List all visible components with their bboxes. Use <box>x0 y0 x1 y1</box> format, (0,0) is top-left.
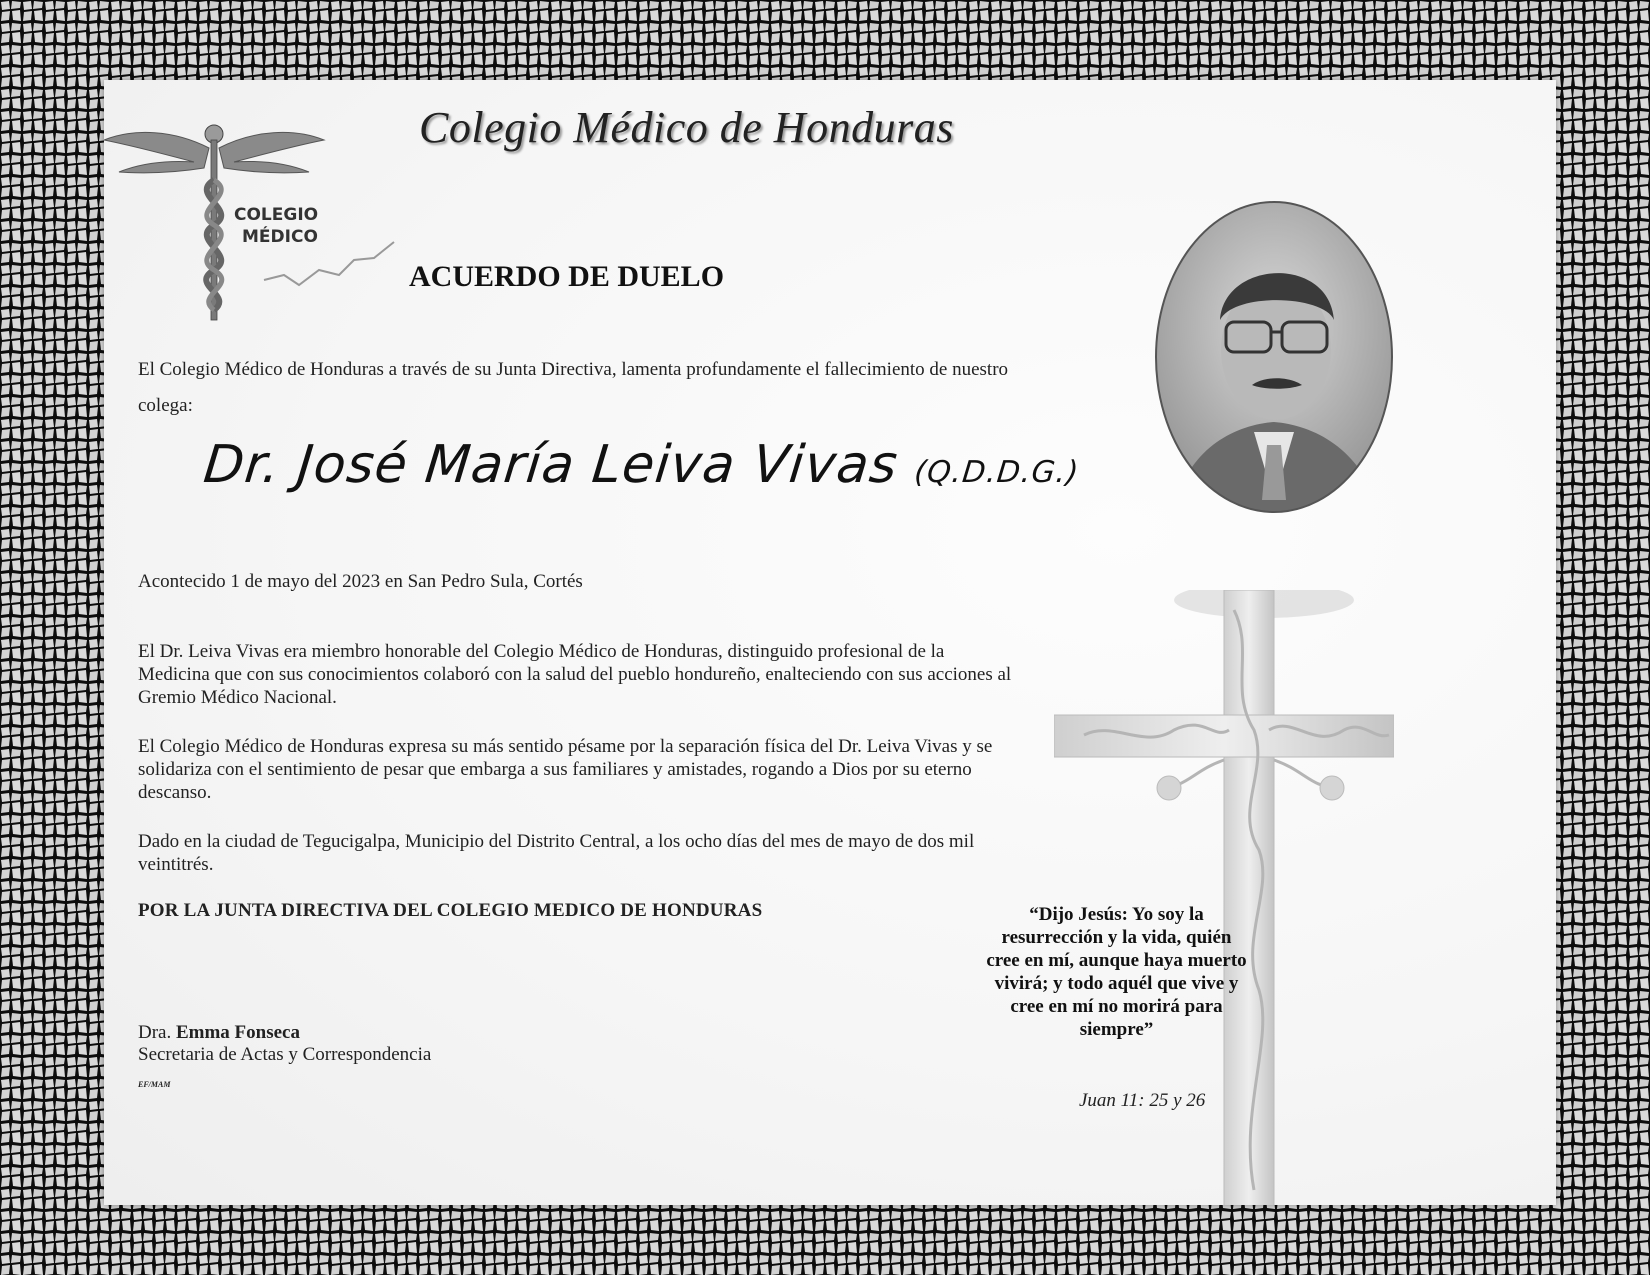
paragraph-3: Dado en la ciudad de Tegucigalpa, Municipio del Distrito Central, a los ocho días del mes de mayo de dos mil veintitrés. <box>138 831 975 875</box>
deceased-name-line <box>201 435 1083 495</box>
paragraph-1: El Dr. Leiva Vivas era miembro honorable del Colegio Médico de Honduras, distinguido profesional de la Medicina que con sus conocimientos colaboró con la salud del pueblo hondureño, enalteciendo con sus acciones al Gremio Médico Nacional. <box>138 641 1012 708</box>
signatory-title: Secretaria de Actas y Correspondencia <box>138 1044 432 1065</box>
certificate-paper <box>104 80 1556 1205</box>
deceased-portrait <box>1154 200 1394 514</box>
signatory-name <box>138 1022 300 1044</box>
board-signature-line: POR LA JUNTA DIRECTIVA DEL COLEGIO MEDICO DE HONDURAS <box>138 900 763 921</box>
paragraph-2: El Colegio Médico de Honduras expresa su más sentido pésame por la separación física del Dr. Leiva Vivas y se solidariza con el sentimiento de pesar que embarga a sus familiares y amistades, rogando a Dios por su eterno descanso. <box>138 736 993 803</box>
deceased-suffix: (Q.D.D.G.) <box>912 455 1081 490</box>
document-title: ACUERDO DE DUELO <box>409 260 725 293</box>
signatory-prefix: Dra. <box>138 1022 172 1043</box>
institution-title: Colegio Médico de Honduras <box>419 103 954 152</box>
signatory-name-text: Emma Fonseca <box>175 1022 300 1043</box>
reference-initials: EF/MAM <box>138 1080 171 1089</box>
deceased-name: Dr. José María Leiva Vivas <box>200 435 901 495</box>
bible-citation: Juan 11: 25 y 26 <box>1079 1090 1206 1111</box>
logo-text-line1: COLEGIO <box>234 205 319 225</box>
intro-text: El Colegio Médico de Honduras a través de su Junta Directiva, lamenta profundamente el fallecimiento de nuestro colega: <box>138 359 1009 416</box>
logo-text-line2: MÉDICO <box>242 227 318 247</box>
bible-quote: “Dijo Jesús: Yo soy la resurrección y la vida, quién cree en mí, aunque haya muerto vivirá; y todo aquél que vive y cree en mí no morirá para siempre” <box>986 904 1247 1040</box>
date-location: Acontecido 1 de mayo del 2023 en San Pedro Sula, Cortés <box>138 571 583 592</box>
colegio-medico-logo <box>104 110 414 330</box>
cross-illustration <box>1054 590 1394 1205</box>
